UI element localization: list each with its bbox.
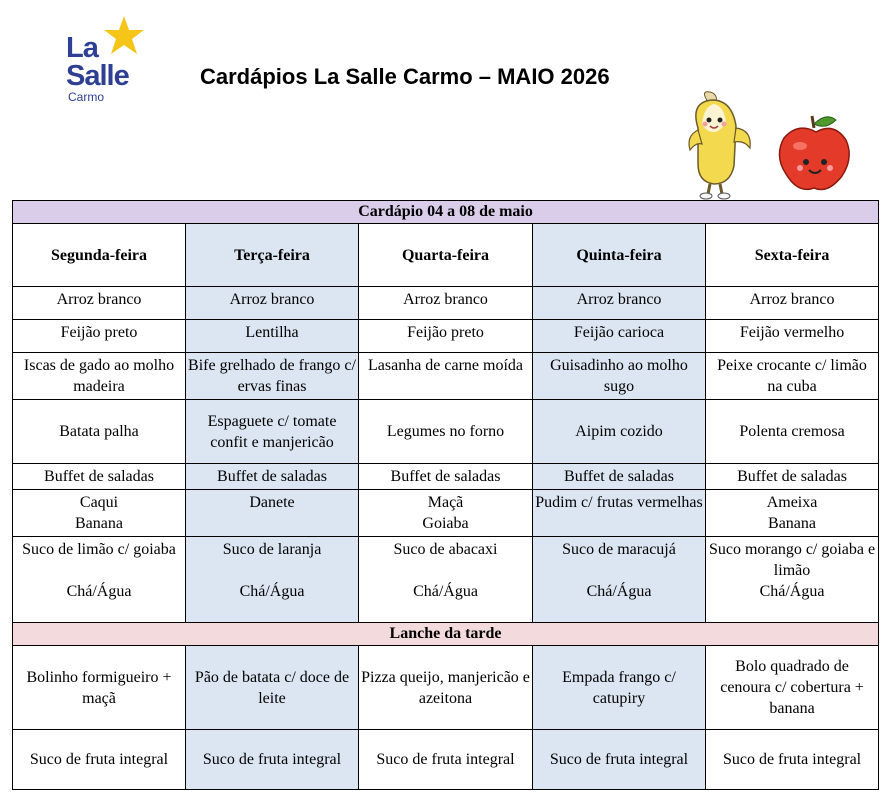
menu-row-drinks: [13, 537, 879, 623]
day-header-row: [13, 224, 879, 287]
juice-text: Suco de laranja: [222, 541, 322, 558]
snack-cell: Pizza queijo, manjericão e azeitona: [359, 646, 533, 730]
dessert-cell: [533, 490, 706, 537]
snack-cell: Empada frango c/ catupiry: [533, 646, 706, 730]
dessert-cell: [706, 490, 879, 537]
menu-cell: Arroz branco: [706, 287, 879, 320]
menu-row-main: [13, 353, 879, 400]
dessert-cell: [13, 490, 186, 537]
snack-juice-row: [13, 730, 879, 790]
menu-cell: Buffet de saladas: [13, 464, 186, 490]
dessert-item: Maçã: [427, 494, 464, 511]
day-header: Quinta-feira: [533, 224, 706, 287]
menu-table: [12, 200, 879, 790]
logo-text-la: La: [66, 32, 98, 64]
day-header: Sexta-feira: [706, 224, 879, 287]
section-title-snack: Lanche da tarde: [13, 623, 879, 646]
drink-text: Chá/Água: [759, 583, 825, 600]
snack-juice-cell: Suco de fruta integral: [533, 730, 706, 790]
menu-cell: Espaguete c/ tomate confit e manjericão: [186, 400, 359, 464]
menu-cell: Aipim cozido: [533, 400, 706, 464]
menu-cell: Feijão preto: [359, 320, 533, 353]
menu-row-beans: [13, 320, 879, 353]
day-header: Segunda-feira: [13, 224, 186, 287]
menu-row-rice: [13, 287, 879, 320]
menu-cell: Arroz branco: [533, 287, 706, 320]
menu-cell: Buffet de saladas: [533, 464, 706, 490]
logo-text-salle: Salle: [66, 60, 129, 92]
dessert-item: Ameixa: [766, 494, 818, 511]
menu-cell: Arroz branco: [13, 287, 186, 320]
drink-text: Chá/Água: [239, 583, 305, 600]
juice-text: Suco morango c/ goiaba e limão: [708, 541, 876, 579]
menu-cell: Buffet de saladas: [186, 464, 359, 490]
menu-cell: Bife grelhado de frango c/ ervas finas: [186, 353, 359, 400]
menu-cell: Lasanha de carne moída: [359, 353, 533, 400]
snack-cell: Bolinho formigueiro + maçã: [13, 646, 186, 730]
drink-cell: [706, 537, 879, 623]
snack-cell: Pão de batata c/ doce de leite: [186, 646, 359, 730]
drink-text: Chá/Água: [586, 583, 652, 600]
day-header: Terça-feira: [186, 224, 359, 287]
dessert-item: Banana: [75, 515, 123, 532]
menu-cell: Buffet de saladas: [706, 464, 879, 490]
menu-cell: Feijão preto: [13, 320, 186, 353]
menu-row-side: [13, 400, 879, 464]
dessert-item: Pudim c/ frutas vermelhas: [535, 494, 703, 511]
menu-cell: Arroz branco: [359, 287, 533, 320]
banana-mascot-icon: [680, 88, 760, 200]
logo-text-carmo: Carmo: [68, 90, 105, 104]
juice-text: Suco de abacaxi: [393, 541, 498, 558]
juice-text: Suco de limão c/ goiaba: [22, 541, 176, 558]
menu-row-salad: [13, 464, 879, 490]
menu-cell: Arroz branco: [186, 287, 359, 320]
menu-cell: Iscas de gado ao molho madeira: [13, 353, 186, 400]
drink-cell: [186, 537, 359, 623]
drink-cell: [359, 537, 533, 623]
dessert-item: Danete: [249, 494, 295, 511]
section-title-lunch: Cardápio 04 a 08 de maio: [13, 201, 879, 224]
dessert-item: Goiaba: [422, 515, 469, 532]
page-title: Cardápios La Salle Carmo – MAIO 2026: [200, 64, 610, 89]
snack-juice-cell: Suco de fruta integral: [186, 730, 359, 790]
drink-text: Chá/Água: [413, 583, 478, 600]
star-icon: [102, 14, 146, 58]
dessert-cell: [186, 490, 359, 537]
dessert-item: Caqui: [79, 494, 119, 511]
la-salle-logo: [62, 14, 152, 106]
juice-text: Suco de maracujá: [562, 541, 676, 558]
dessert-cell: [359, 490, 533, 537]
menu-cell: Polenta cremosa: [706, 400, 879, 464]
menu-cell: Batata palha: [13, 400, 186, 464]
snack-juice-cell: Suco de fruta integral: [13, 730, 186, 790]
drink-cell: [533, 537, 706, 623]
menu-cell: Lentilha: [186, 320, 359, 353]
menu-cell: Legumes no forno: [359, 400, 533, 464]
snack-juice-cell: Suco de fruta integral: [706, 730, 879, 790]
menu-cell: Feijão vermelho: [706, 320, 879, 353]
dessert-item: Banana: [768, 515, 817, 532]
menu-cell: Peixe crocante c/ limão na cuba: [706, 353, 879, 400]
menu-cell: Feijão carioca: [533, 320, 706, 353]
menu-cell: Buffet de saladas: [359, 464, 533, 490]
apple-mascot-icon: [776, 112, 856, 198]
snack-juice-cell: Suco de fruta integral: [359, 730, 533, 790]
snack-row: [13, 646, 879, 730]
snack-cell: Bolo quadrado de cenoura c/ cobertura + banana: [706, 646, 879, 730]
day-header: Quarta-feira: [359, 224, 533, 287]
drink-cell: [13, 537, 186, 623]
menu-row-dessert: [13, 490, 879, 537]
menu-cell: Guisadinho ao molho sugo: [533, 353, 706, 400]
drink-text: Chá/Água: [66, 583, 132, 600]
